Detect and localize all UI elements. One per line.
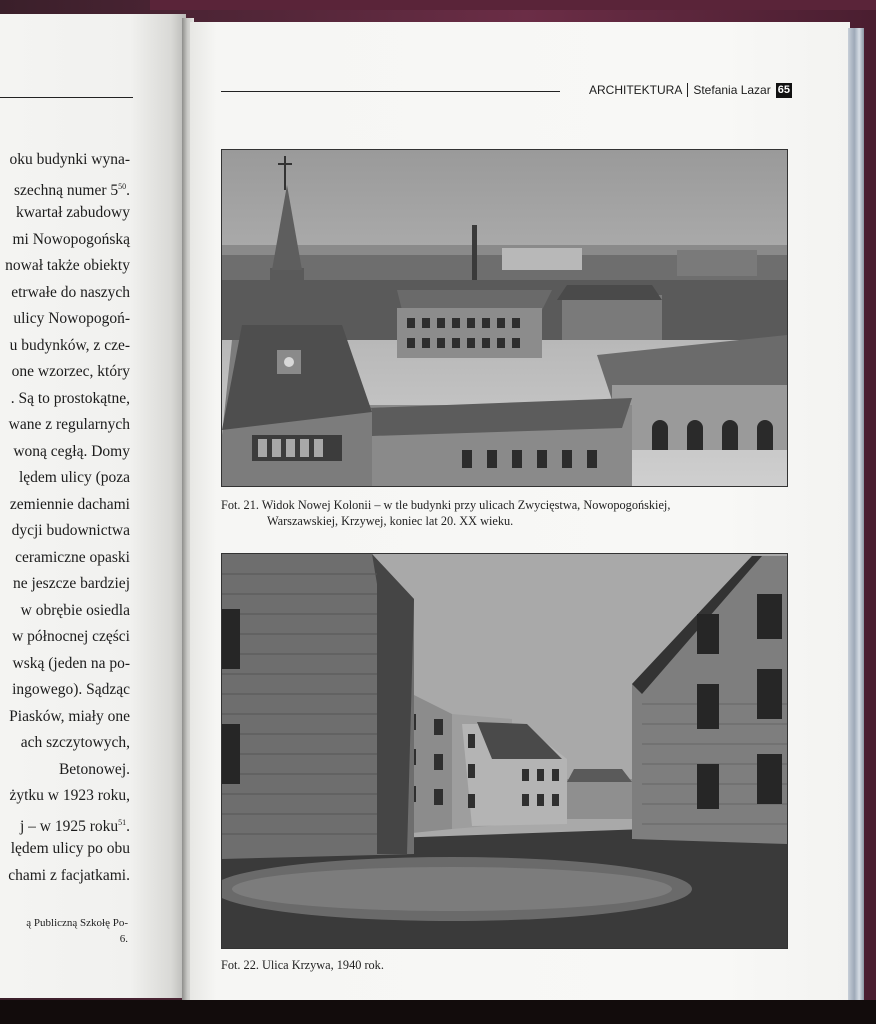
text-line: mi Nowopogońską bbox=[12, 230, 130, 248]
text-line: . Są to prostokątne, bbox=[10, 389, 130, 407]
text-line: ach szczytowych, bbox=[20, 734, 130, 751]
text-line: w północnej części bbox=[12, 628, 130, 645]
footnote-line: ą Publiczną Szkołę Po- bbox=[26, 917, 128, 929]
text-line: j – w 1925 roku$^{51}$. bbox=[19, 817, 130, 835]
caption-fot-22 bbox=[221, 957, 721, 973]
cover-top-edge bbox=[150, 0, 876, 10]
footnote-line: 6. bbox=[119, 933, 128, 945]
text-line: szechną numer $5^{50}$. bbox=[13, 181, 130, 199]
text-line: one wzorzec, który bbox=[11, 363, 130, 380]
photo-ulica-krzywa bbox=[221, 553, 788, 949]
caption-fot-22-line-1: Fot. 22. Ulica Krzywa, 1940 rok. bbox=[221, 958, 384, 972]
text-line: wską (jeden na po- bbox=[12, 654, 130, 672]
text-line: kwartał zabudowy bbox=[15, 204, 130, 221]
text-line: dycji budownictwa bbox=[11, 522, 130, 539]
text-line: w obrębie osiedla bbox=[20, 601, 130, 619]
text-line: nował także obiekty bbox=[5, 257, 130, 274]
text-line: Piasków, miały one bbox=[9, 707, 130, 725]
page-block-edge bbox=[848, 28, 864, 1002]
text-line: etrwałe do naszych bbox=[11, 283, 130, 301]
section-title: ARCHITEKTURA bbox=[589, 83, 683, 97]
page-number: 65 bbox=[777, 83, 790, 96]
text-line: Betonowej. bbox=[58, 760, 130, 778]
text-line: chami z facjatkami. bbox=[8, 866, 130, 884]
photo-nowa-kolonia-image bbox=[222, 150, 787, 486]
bottom-shadow bbox=[0, 1000, 876, 1024]
caption-fot-21 bbox=[221, 497, 791, 529]
text-line: wane z regularnych bbox=[8, 416, 130, 433]
left-header-rule bbox=[0, 97, 133, 98]
text-line: zemiennie dachami bbox=[9, 495, 130, 513]
photo-ulica-krzywa-image bbox=[222, 554, 787, 948]
text-line: lędem ulicy po obu bbox=[10, 840, 130, 857]
text-line: woną cegłą. Domy bbox=[13, 442, 130, 460]
running-head bbox=[589, 81, 792, 99]
photo-nowa-kolonia bbox=[221, 149, 788, 487]
text-line: ulicy Nowopogoń- bbox=[13, 310, 130, 327]
text-line: ne jeszcze bardziej bbox=[12, 575, 130, 592]
left-page bbox=[0, 14, 186, 998]
text-line: oku budynki wyna- bbox=[9, 151, 130, 168]
text-line: u budynków, z cze- bbox=[9, 336, 130, 354]
caption-fot-21-line-1: Fot. 21. Widok Nowej Kolonii – w tle budynki przy ulicach Zwycięstwa, Nowopogońskiej, bbox=[221, 498, 671, 512]
text-line: ceramiczne opaski bbox=[15, 548, 130, 566]
caption-fot-21-line-2: Warszawskiej, Krzywej, koniec lat 20. XX wieku. bbox=[267, 514, 514, 528]
text-line: żytku w 1923 roku, bbox=[9, 787, 130, 804]
text-line: ingowego). Sądząc bbox=[12, 681, 130, 698]
author-name: Stefania Lazar bbox=[693, 83, 771, 97]
text-line: lędem ulicy (poza bbox=[18, 469, 130, 486]
header-rule bbox=[221, 91, 560, 92]
header-separator bbox=[687, 83, 688, 97]
